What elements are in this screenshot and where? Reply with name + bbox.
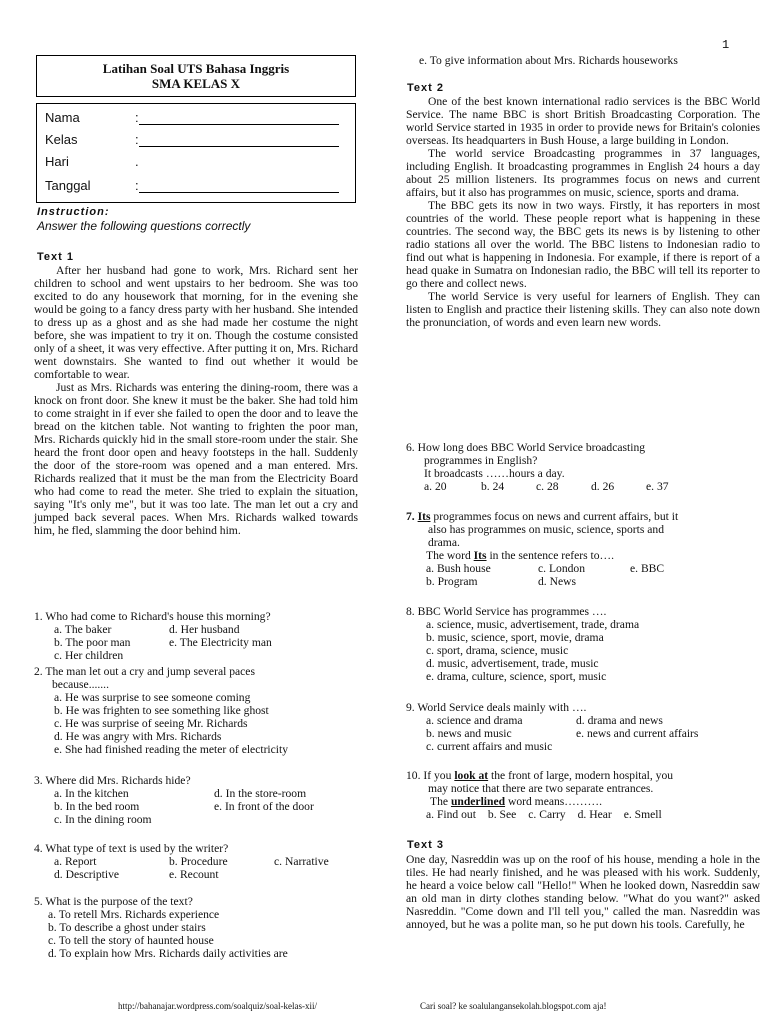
option-c: c. sport, drama, science, music	[426, 644, 569, 657]
prompt-text: word means……….	[505, 795, 602, 808]
question-prompt	[406, 549, 760, 562]
title-box	[36, 55, 356, 97]
question-4	[34, 842, 360, 881]
question-stem: 2. The man let out a cry and jump several paces	[34, 665, 255, 678]
prompt-text: The	[430, 795, 451, 808]
prompt-word: underlined	[450, 795, 506, 808]
footer-link-right[interactable]: Cari soal? ke soalulangansekolah.blogspot.com aja!	[420, 1001, 607, 1011]
question-number: 7.	[406, 510, 415, 523]
field-label: Tanggal	[45, 178, 91, 193]
option-a: a. Bush house	[426, 562, 491, 575]
option-b: b. See	[487, 808, 517, 821]
text3-body	[406, 853, 760, 931]
option-b: b. To describe a ghost under stairs	[48, 921, 206, 934]
option-b: b. The poor man	[54, 636, 131, 649]
option-a: a. The baker	[54, 623, 112, 636]
option-e: e. BBC	[630, 562, 665, 575]
option-d: d. drama and news	[576, 714, 663, 727]
question-stem-cont: may notice that there are two separate entrances.	[428, 782, 654, 795]
field-label: Hari	[45, 154, 69, 169]
option-a: a. He was surprise to see someone coming	[54, 691, 251, 704]
question-stem-cont: because.......	[52, 678, 109, 691]
option-e: e. news and current affairs	[576, 727, 699, 740]
option-b: b. Program	[426, 575, 478, 588]
option-c: c. He was surprise of seeing Mr. Richards	[54, 717, 248, 730]
question-stem	[406, 769, 760, 782]
option-b: b. Procedure	[169, 855, 228, 868]
question-2	[34, 665, 360, 756]
option-c: c. Carry	[528, 808, 566, 821]
text3-heading: Text 3	[407, 839, 444, 851]
question-stem: 1. Who had come to Richard's house this morning?	[34, 610, 271, 623]
option-a: a. science and drama	[426, 714, 523, 727]
text2-paragraph-2: The world service Broadcasting programmes in 37 languages, including English. It broadcasting programmes in English 24 hours a day about 25 million listeners. Its programmes focus on news and current affairs, but it also has programmes on music, science, sports and drama.	[406, 147, 760, 199]
option-c: c. London	[538, 562, 586, 575]
underlined-word: Its	[417, 510, 431, 523]
question-stem-cont: also has programmes on music, science, sports and	[428, 523, 665, 536]
question-stem: 3. Where did Mrs. Richards hide?	[34, 774, 191, 787]
question-10	[406, 769, 760, 821]
question-prompt	[406, 795, 760, 808]
option-b: b. In the bed room	[54, 800, 140, 813]
text1-heading: Text 1	[37, 251, 74, 263]
underlined-phrase: look at	[454, 769, 489, 782]
footer-link-left[interactable]: http://bahanajar.wordpress.com/soalquiz/soal-kelas-xii/	[118, 1001, 317, 1011]
option-d: d. music, advertisement, trade, music	[426, 657, 599, 670]
option-a: a. To retell Mrs. Richards experience	[48, 908, 220, 921]
text1-paragraph-2: Just as Mrs. Richards was entering the dining-room, there was a knock on front door. She knew it must be the baker. She had told him to come straight in if ever she failed to open the door and to leave the bread on the kitchen table. Not wanting to frighten the poor man, Mrs. Richards quickly hid in the small store-room under the stair. She heard the front door open and heavy footsteps in the hall. Suddenly the door of the store-room was opened and a man entered. Mrs. Richards realized that it must be the man from the Electricity Board who had come to read the meter. She tried to explain the situation, saying "It's only me", but it was too late. The man let out a cry and jumped back several paces. When Mrs. Richards walked towards him, he fled, slamming the door behind him.	[34, 381, 358, 537]
title-line-2: SMA KELAS X	[151, 76, 241, 91]
question-8	[406, 605, 760, 683]
question-stem-text: programmes focus on news and current affairs, but it	[430, 510, 679, 523]
option-d: d. He was angry with Mrs. Richards	[54, 730, 222, 743]
option-b: b. 24	[481, 480, 505, 493]
option-e: e. 37	[646, 480, 669, 493]
prompt-word: Its	[473, 549, 487, 562]
text2-body	[406, 95, 760, 329]
field-tanggal	[45, 178, 339, 193]
field-kelas	[45, 132, 339, 147]
question-6	[406, 441, 760, 493]
stem-text: the front of large, modern hospital, you	[488, 769, 674, 782]
field-separator: :	[135, 110, 139, 125]
option-c: c. To tell the story of haunted house	[48, 934, 214, 947]
question-9	[406, 701, 760, 753]
field-separator: :	[135, 132, 139, 147]
field-label: Nama	[45, 110, 80, 125]
text2-paragraph-4: The world Service is very useful for learners of English. They can listen to English and practice their listening skills. They can also note down the pronunciation, of words and even learn new words.	[406, 290, 760, 329]
question-5-option-e: e. To give information about Mrs. Richards houseworks	[419, 54, 678, 67]
field-separator: .	[135, 154, 139, 169]
blank-line	[139, 180, 339, 193]
text2-heading: Text 2	[407, 82, 444, 94]
option-d: d. News	[538, 575, 576, 588]
option-d: d. To explain how Mrs. Richards daily activities are	[48, 947, 288, 960]
blank-line	[139, 112, 339, 125]
field-nama	[45, 110, 339, 125]
text3-paragraph-1: One day, Nasreddin was up on the roof of his house, mending a hole in the tiles. He had nearly finished, and he was pleased with his work. Suddenly, he heard a voice below call "Hello!" When he looked down, Nasreddin saw an old man in dirty clothes standing below. "What do you want?" asked Nasreddin. "Come down and I'll tell you," called the man. Nasreddin was annoyed, but he was a polite man, so he put down his tools. Carefully, he	[406, 853, 760, 931]
question-stem: 9. World Service deals mainly with ….	[406, 701, 587, 714]
option-c: c. Her children	[54, 649, 124, 662]
option-d: d. 26	[591, 480, 615, 493]
question-stem: 8. BBC World Service has programmes ….	[406, 605, 607, 618]
student-info-box	[36, 103, 356, 203]
question-7	[406, 510, 760, 588]
option-d: d. In the store-room	[214, 787, 307, 800]
option-c: c. In the dining room	[54, 813, 152, 826]
option-e: e. The Electricity man	[169, 636, 272, 649]
option-c: c. 28	[536, 480, 559, 493]
option-e: e. She had finished reading the meter of electricity	[54, 743, 289, 756]
question-stem: 6. How long does BBC World Service broadcasting	[406, 441, 646, 454]
question-1	[34, 610, 360, 662]
option-d: d. Hear	[577, 808, 612, 821]
option-b: b. music, science, sport, movie, drama	[426, 631, 604, 644]
title-line-1: Latihan Soal UTS Bahasa Inggris	[102, 61, 290, 76]
stem-text: 10. If you	[406, 769, 455, 782]
option-a: a. In the kitchen	[54, 787, 129, 800]
question-stem: 4. What type of text is used by the writer?	[34, 842, 229, 855]
option-a: a. Find out	[426, 808, 476, 821]
option-a: a. science, music, advertisement, trade, drama	[426, 618, 640, 631]
option-e: e. In front of the door	[214, 800, 314, 813]
page-number: 1	[722, 38, 730, 52]
blank-line	[139, 134, 339, 147]
option-a: a. 20	[424, 480, 447, 493]
field-label: Kelas	[45, 132, 78, 147]
question-5	[34, 895, 360, 960]
text2-paragraph-3: The BBC gets its now in two ways. Firstly, it has reporters in most countries of the world. These people report what is happening in these countries. The second way, the BBC gets its news is by listening to other radio stations all over the world. The BBC listens to Indonesian radio to find out what is happening in Indonesia. For example, if there is report of a head quake in Sumatra on Indonesian radio, the BBC will tell its reporter to go there and collect news.	[406, 199, 760, 290]
question-3	[34, 774, 360, 826]
option-b: b. He was frighten to see something like ghost	[54, 704, 269, 717]
instruction-heading: Instruction:	[37, 206, 110, 218]
question-stem-cont: programmes in English?	[424, 454, 538, 467]
option-e: e. Smell	[623, 808, 662, 821]
field-hari	[45, 154, 139, 169]
option-b: b. news and music	[426, 727, 512, 740]
option-d: d. Descriptive	[54, 868, 120, 881]
instruction-text: Answer the following questions correctly	[37, 219, 251, 233]
option-c: c. Narrative	[274, 855, 329, 868]
prompt-text: in the sentence refers to….	[486, 549, 615, 562]
text2-paragraph-1: One of the best known international radio services is the BBC World Service. The name BBC is short British Broadcasting Corporation. The world Service started in 1935 in order to provide news for Britain's colonies overseas. Its headquarters in Bush House, a large building in London.	[406, 95, 760, 147]
question-stem	[406, 510, 760, 523]
option-e: e. drama, culture, science, sport, music	[426, 670, 607, 683]
field-separator: :	[135, 178, 139, 193]
question-stem-cont: It broadcasts ……hours a day.	[424, 467, 565, 480]
text1-body	[34, 264, 358, 537]
option-a: a. Report	[54, 855, 97, 868]
option-c: c. current affairs and music	[426, 740, 553, 753]
prompt-text: The word	[426, 549, 474, 562]
option-e: e. Recount	[169, 868, 219, 881]
option-d: d. Her husband	[169, 623, 240, 636]
question-stem-cont: drama.	[428, 536, 460, 549]
text1-paragraph-1: After her husband had gone to work, Mrs. Richard sent her children to school and went upstairs to her bedroom. She was too excited to do any housework that morning, for in the evening she would be going to a fancy dress party with her husband. She intended to dress up as a ghost and as she had made her costume the night before, she was impatient to try it on. Though the costume consisted only of a sheet, it was very effective. After putting it on, Mrs. Richard went downstairs. She wanted to find out whether it would be comfortable to wear.	[34, 264, 359, 381]
question-stem: 5. What is the purpose of the text?	[34, 895, 193, 908]
